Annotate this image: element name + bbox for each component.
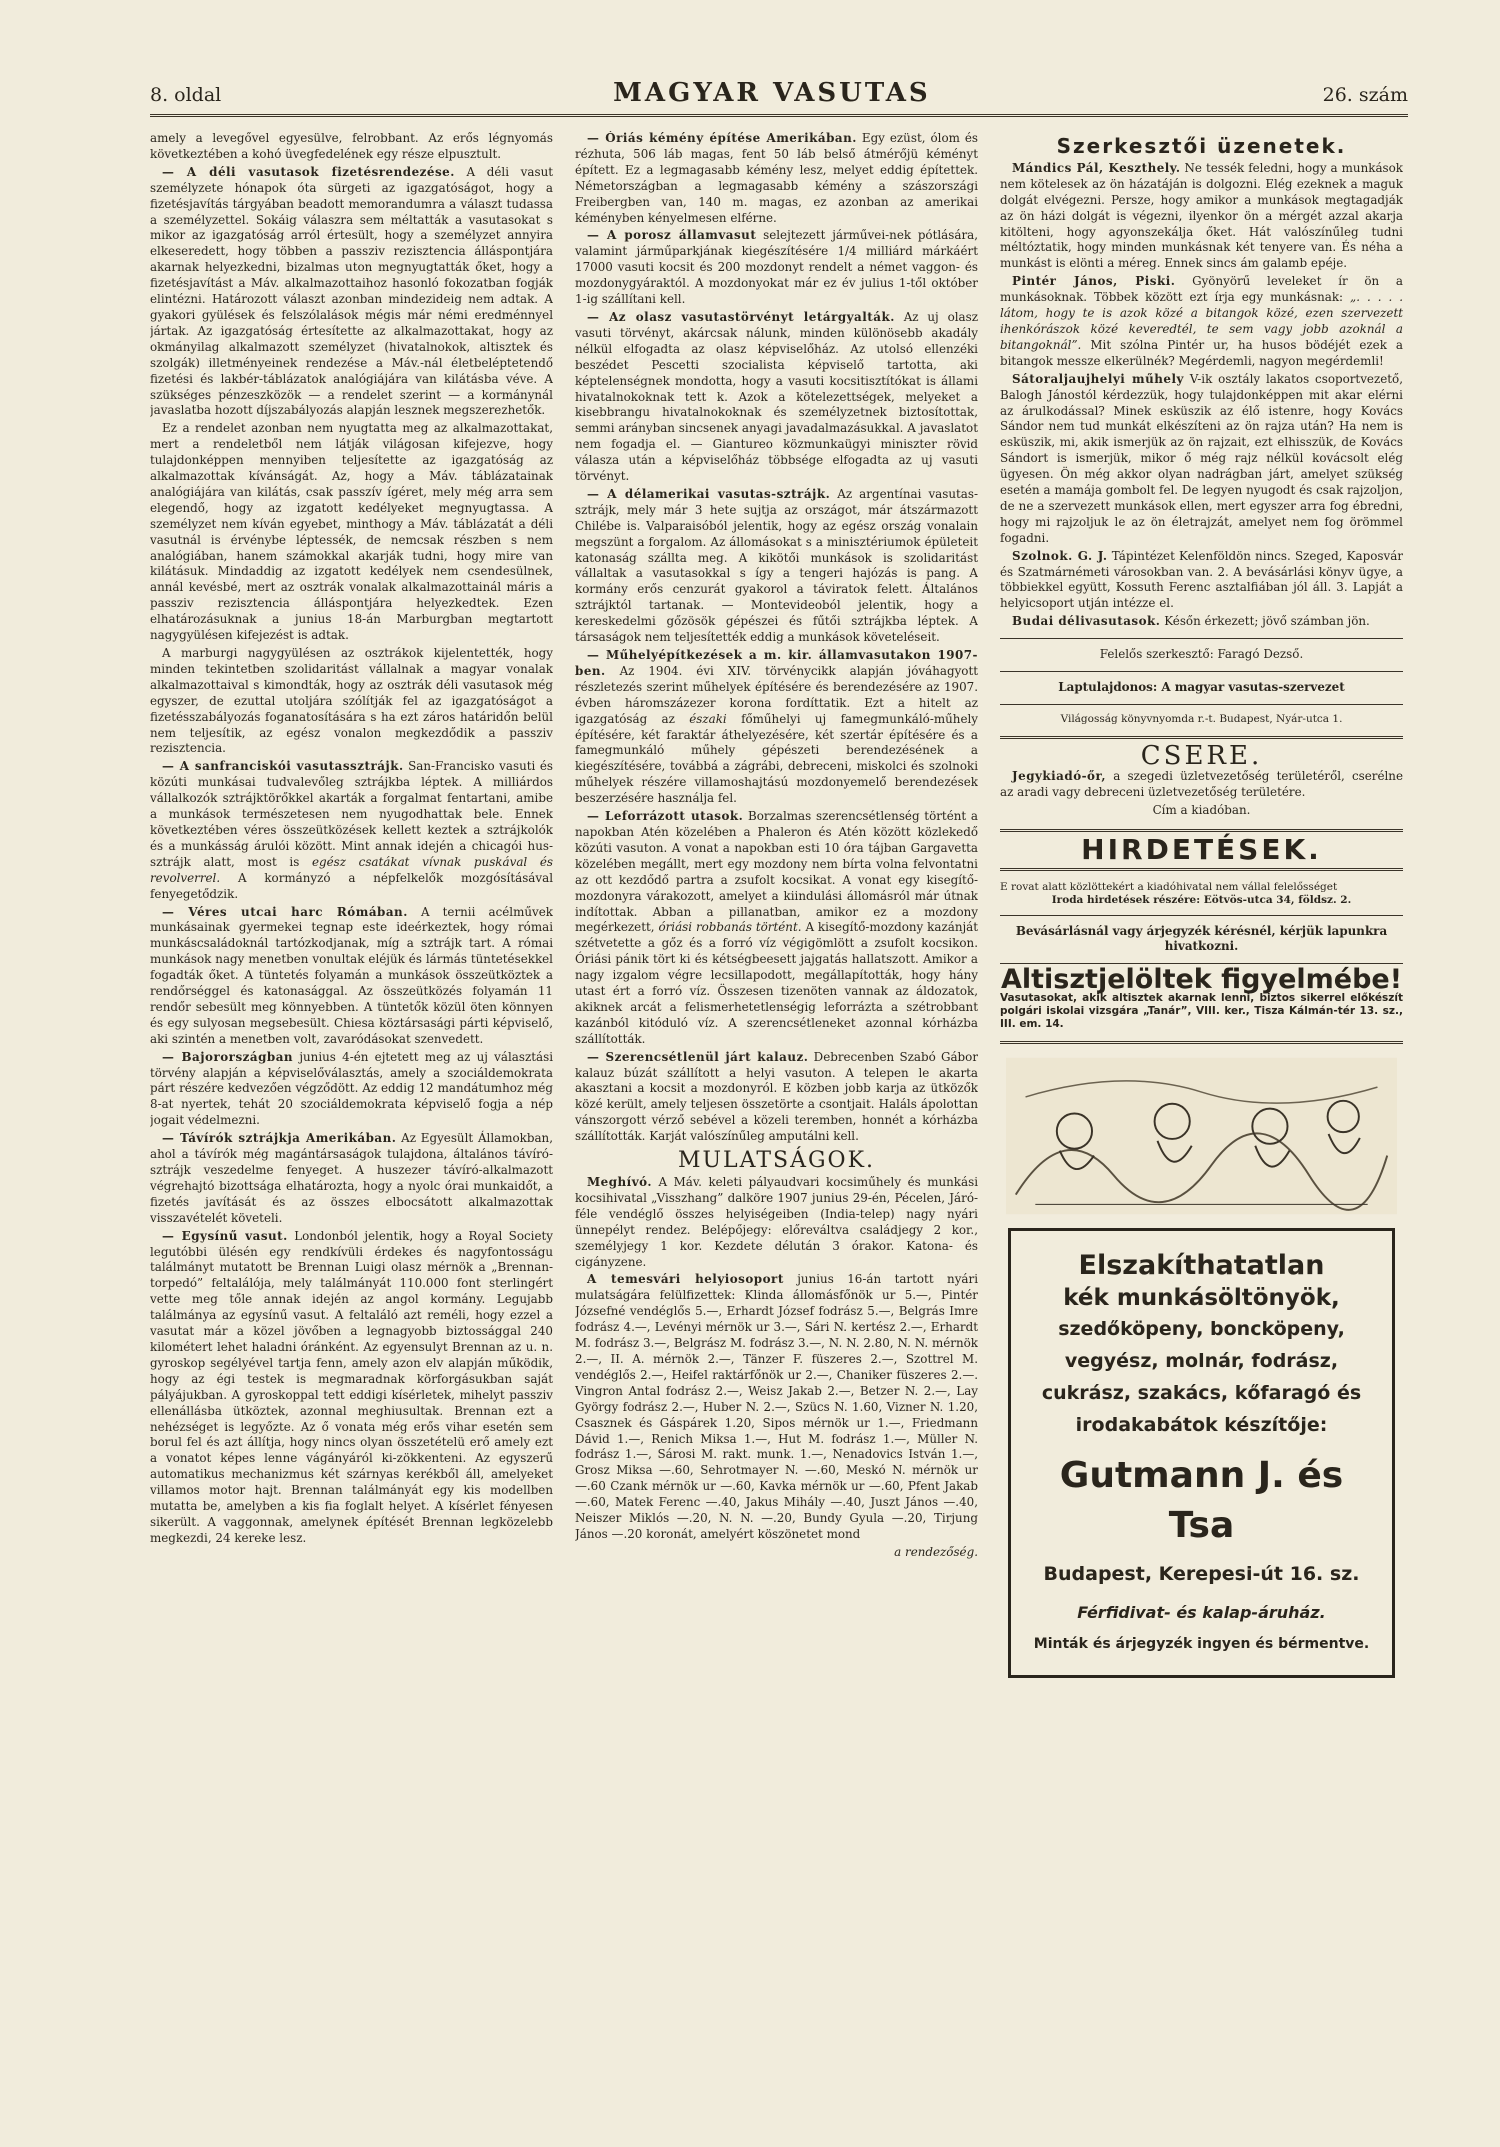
section-title-hirdetesek: HIRDETÉSEK. — [1081, 832, 1322, 866]
article-sanfrancisco — [150, 759, 553, 902]
article-text: A kisegítő-mozdony kazánját szétvetette a gőz és a forró víz végigömlött a zsufolt kocsikon. Óriási pánik tört ki és kétségbeesett jajgatás hallatszott. Amikor a nagy izgalom végre lecsillapodott, megállapították, hogy hány utast ért a forró víz. Összesen tizenöten vannak az áldozatok, akiknek arcát a felismerhetetlenségig leforrázta a szétrobbant kazánból kitóduló víz. A szerencsétleneket azonnal kórházba szállították. — [575, 920, 978, 1046]
article-bajororszag — [150, 1050, 553, 1130]
article-kalauz — [575, 1050, 978, 1145]
article-muhely — [575, 648, 978, 807]
ad-altiszt-title: Altisztjelöltek figyelmébe! — [1000, 964, 1403, 996]
article-continuation: amely a levegővel egyesülve, felrobbant. Az erős légnyomás következtében a kohó üvegfedelének egy része elpusztult. — [150, 131, 553, 161]
ad-gutmann-shop: Férfidivat- és kalap-áruház. — [1077, 1603, 1326, 1623]
article-headline: — A sanfranciskói vasutassztrájk. — [162, 759, 404, 774]
article-text: V-ik osztály lakatos csoportvezető, Balogh Jánostól kérdezzük, hogy tulajdonképpen mit akar elérni az árulkodással? Minek esküszik az élő istenre, hogy Kovács Sándor nem tud munkát elkészíteni az ön rajza után? Ha nem is esküszik, mi, akik ismerjük az ön rajzait, ezt elhisszük, de Kovács Sándort is ismerjük, mikor ő még rajz nélkül kovácsolt elég ügyesen. Ön még akkor olyan nadrágban járt, amelyet szükség esetén a mamája gombolt fel. De legyen nyugodt és csak rajzoljon, de ne a szervezett munkások ellen, mert egyszer arra fog ébredni, hogy mi rajzoljuk le az ön életrajzát, amelyet nem fog örömmel fogadni. — [1000, 371, 1403, 545]
divider — [1000, 704, 1403, 705]
column-3 — [1000, 131, 1403, 2131]
hirdetes-kerjuk: Bevásárlásnál vagy árjegyzék kérésnél, kérjük lapunkra hivatkozni. — [1015, 923, 1388, 954]
article-italic: „. . . . . látom, hogy te is azok közé a bitangok közé, ezen szervezett ihenkórászok közé keveredtél, te sem vagy jobb azoknál a bitangoknál”. — [1000, 290, 1403, 352]
article-leforrazott — [575, 809, 978, 1048]
article-headline: — Távírók sztrájkja Amerikában. — [162, 1131, 397, 1146]
article-text: selejtezett járművei-nek pótlására, valamint járműparkjának kiegészítésére 1/4 milliárd márkáért 17000 vasuti kocsit és 200 mozdonyt rendelt a német vaggon- és mozdonygyáraktól. A mozdonyokat már ez év julius 1-től október 1-ig szállítani kell. — [575, 228, 978, 307]
article-text: Ne tessék feledni, hogy a munkások nem kötelesek az ön házatáján is dolgozni. Elég ezeknek a maguk dolgát elvégezni. Persze, hogy amikor a munkások megtagadják az ön házi dolgát is végezni, ilyenkor ön a mérgét azzal akarja kitölteni, hogy agyonszekálja őket. Hát valószínűleg tudni méltóztatik, hogy minden munkásnak két tenyere van. És néha a munkást is elönti a méreg. Ennek sincs ám galamb epéje. — [1000, 160, 1403, 271]
hirdetes-disclaimer: E rovat alatt közlöttekért a kiadóhivatal nem vállal felelősséget — [1000, 880, 1338, 893]
article-headline: Meghívó. — [587, 1175, 652, 1189]
article-text: Egy ezüst, ólom és rézhuta, 506 láb magas, fent 50 láb belső átmérőjü kéményt épített. Ez a legmagasabb kémény lesz, melyet eddig építettek. Németországban a legmagasabb kémény a szászországi Freibergben van, 140 m. magas, ez azonban az amerikai kéményben kényelmesen elférne. — [575, 131, 978, 225]
cherubs-illustration-icon — [1006, 1056, 1397, 1216]
article-italic: északi — [689, 711, 727, 726]
ad-gutmann-products: szedőköpeny, boncköpeny, vegyész, molnár, fodrász, cukrász, szakács, kőfaragó és irodakabátok készítője: — [1041, 1318, 1362, 1437]
mulatsag-meghivo — [575, 1175, 978, 1270]
mulatsag-temesvar — [575, 1272, 978, 1542]
article-tavirok — [150, 1131, 553, 1226]
issue-number: 26. szám — [1322, 84, 1408, 106]
article-headline: A temesvári helyiosoport — [587, 1272, 784, 1287]
article-text: Az argentínai vasutas-sztrájk, mely már 3 hete sujtja az országot, már átszármazott Chilébe is. Valparaisóból jelentik, hogy az egész ország vonalain megszünt a forgalom. Az állomásokat s a minisztériumok épületeit katonaság szállta meg. A kikötői munkások is szolidaritást vállaltak a vasutasokkal s így a tengeri hajózás is pang. A kormány erős cenzurát gyakorol a táviratok felett. Általános sztrájktól tartanak. — Montevideoból jelentik, hogy a kereskedelmi gőzösök gépészei és fűtői sztrájkba léptek. A társaságok nem teljesítették eddig a munkások követeléseit. — [575, 486, 978, 645]
article-text: San-Francisko vasuti és közúti munkásai tudvalevőleg sztrájkba léptek. A milliárdos vállalkozók sztrájktörőkkel akarták a forgalmat fentartani, amibe a munkások természetesen nem nyugodhattak bele. Ennek következtében véres összeütközések kellett keztek a sztrájkolók és a munkásság árulói között. Mint annak idején a chicagói hus-sztrájk alatt, most is — [150, 759, 553, 869]
article-roma — [150, 905, 553, 1048]
article-porosz — [575, 228, 978, 308]
article-paragraph: Ez a rendelet azonban nem nyugtatta meg az alkalmazottakat, mert a rendeletből nem látják világosan kifejezve, hogy tulajdonképpen mennyiben teljesítette az igazgatóság az alkalmazottak kívánságát. Az, hogy a Máv. táblázatainak analógiájára van kilátás, csak passzív ígéret, mely még arra sem elegendő, hogy az izgatott kedélyeket megnyugtassa. A személyzet nem kíván egyebet, minthogy a Máv. táblázatát a déli vasutnál is érvénybe léptessék, de nemcsak részben s nem analógiában, hanem számokkal akarják tudni, hogy mire van kilátásuk. Mindaddig az izgatott kedélyek nem csendesülnek, annál kevésbé, mert az osztrák vonalak alkalmazottainál máris a passziv rezisztencia álláspontjára helyezkedtek. Ezen elhatározásuknak a junius 18-án Marburgban megtartott nagygyülésen kifejezést is adtak. — [150, 421, 553, 643]
article-text: Későn érkezett; jövő számban jön. — [1164, 614, 1370, 629]
article-text: junius 4-én ejtetett meg az uj választási törvény alapján a képviselőválasztás, amely a szociáldemokrata párt részére kedvezően végződött. Az eddig 12 mandátumhoz még 8-at nyertek, tehát 20 szociáldemokrata képviselő fogja a nép jogait védelmezni. — [150, 1049, 553, 1128]
article-text: Borzalmas szerencsétlenség történt a napokban Atén közelében a Phaleron és Atén között közlekedő közúti vasuton. A vonat a napokban esti 10 óra tájban Gargavetta közelében megállt, mert egy mozdony nem bírta volna felvontatni az ott kezdődő partra a zsufolt kocsikat. A vonat egy kisegítő-mozdonyra várakozott, amelyet a kiindulási állomásról már útnak indítottak. Abban a pillanatban, amikor ez a mozdony megérkezett, — [575, 809, 978, 935]
article-olasz — [575, 310, 978, 485]
column-2 — [575, 131, 978, 2131]
ad-gutmann-footer: Minták és árjegyzék ingyen és bérmentve. — [1033, 1636, 1370, 1653]
article-text: Az 1904. évi XIV. törvénycikk alapján jóváhagyott részletezés szerint műhelyek építésére és berendezésére az 1907. évben háromszázezer korona fordíttatik. Ezt a hitelt az igazgatóság az — [575, 663, 978, 726]
article-headline: — A déli vasutasok fizetésrendezése. — [162, 164, 455, 179]
article-headline: — Óriás kémény építése Amerikában. — [587, 131, 857, 145]
divider — [1000, 1041, 1403, 1044]
article-text: A déli vasut személyzete hónapok óta sürgeti az igazgatóságot, hogy a fizetésjavítás tárgyában beadott memorandumra a választ tudassa a személyzettel. Sokáig válaszra sem méltatták a vasutasokat s mikor az igazgatóság arról értesült, hogy a személyzet annyira elkeseredett, hogy többen a passziv rezisztencia álláspontjára akarnak helyezkedni, bizalmas uton megnyugtatták őket, hogy a fizetésjavítást a Máv. alkalmazottaihoz hasonló fokozatban fogják elintézni. Határozott választ azonban mindezideig nem adtak. A gyakori gyülések és felszólalások mégis már némi eredménnyel jártak. Az igazgatóság értesítette az alkalmazottakat, hogy az okmányilag alkalmazott személyzet (hivatalnokok, altisztek és szolgák) illetményeinek rendezése a Máv.-nál életbeléptetendő fizetési és lakbér-táblázatok analógiájára van kilátásba véve. A szükséges pénzeszközök — a rendelet szerint — a kormánynál javaslatba hozott díjszabályozás alapján lesznek megszerezhetők. — [150, 164, 553, 418]
article-italic: óriási robbanás történt. — [658, 920, 802, 935]
columns — [150, 131, 1408, 2131]
article-text: főműhelyi uj famegmunkáló-műhely építésére, két faraktár áthelyezésére, két szertár építésére és a famegmunkáló műhely gépészeti berendezésének a kiegészítésére, továbbá a zágrábi, debreceni, miskolci és szolnoki műhelyek részére villamoshajtású mozdonyemelő berendezések beszerzésére használja fel. — [575, 711, 978, 806]
article-text: Tápintézet Kelenföldön nincs. Szeged, Kaposvár és Szatmárnémeti városokban van. 2. A bevásárlási könyv ügye, a többiekkel együtt, Kossuth Ferenc asztalfiában jól áll. 3. Lapját a helyicsoport utján intézze el. — [1000, 548, 1403, 611]
article-italic: egész csatákat vívnak puskával és revolverrel. — [150, 854, 553, 885]
article-headline: Sátoraljaujhelyi műhely — [1012, 371, 1184, 386]
article-text: A kormányzó a népfelkelők mozgósításával fenyegetődzik. — [150, 870, 553, 901]
section-title-csere: CSERE. — [1140, 741, 1263, 771]
article-headline: Mándics Pál, Keszthely. — [1012, 160, 1181, 175]
editor-line: Felelős szerkesztő: Faragó Dezső. — [1099, 647, 1304, 662]
uzenet-budai — [1000, 614, 1403, 630]
uzenet-satoraljaujhely — [1000, 372, 1403, 547]
uzenet-szolnok — [1000, 549, 1403, 613]
ad-gutmann-subtitle: kék munkásöltönyök, — [1063, 1285, 1340, 1312]
article-headline: Szolnok. G. J. — [1012, 548, 1108, 563]
csere-ad — [1000, 769, 1403, 801]
article-headline: — Műhelyépítkezések a m. kir. államvasutakon 1907-ben. — [575, 648, 978, 678]
article-text: junius 16-án tartott nyári mulatságára felülfizettek: Klinda állomásfőnök ur 5.—, Pintér Józsefné vendéglős 5.—, Erhardt József fodrász 5.—, Belgrás Imre fodrász 4.—, Levényi mérnök ur 3.—, Sári N. kertész 2.—, Erhardt M. fodrász 3.—, Belgrász M. fodrász 3.—, N. N. 2.80, N. N. mérnök 2.—, II. A. mérnök 2.—, Tänzer F. füszeres 2.—, Szottrel M. vendéglős 2.—, Heifel raktárfőnök ur 2.—, Chaniker füszeres 2.—. Vingron Antal fodrász 2.—, Weisz Jakab 2.—, Betzer N. 2.—, Lay György fodrász 2.—, Huber N. 2.—, Szücs N. 1.60, Vizner N. 1.20, Csasznek és Gáspárek 1.20, Sipos mérnök ur 1.—, Friedmann Dávid 1.—, Renich Miksa 1.—, Hut M. fodrász 1.—, Müller N. fodrász 1.—, Sárosi M. rakt. munk. 1.—, Nenadovics István 1.—, Grosz Miksa —.60, Sehrotmayer N. —.60, Meskó N. mérnök ur —.60 Czank mérnök ur —.60, Kavka mérnök ur —.60, Pfent Jakab —.60, Matek Ferenc —.40, Jakus Mihály —.40, Juszt János —.40, Neiszer Miklós —.20, N. N. —.20, Bundy Gyula —.20, Tirjung János —.20 koronát, amelyért köszönetet mond — [575, 1272, 978, 1541]
divider — [1000, 829, 1403, 832]
article-text: Debrecenben Szabó Gábor kalauz búzát szállított a helyi vasuton. A telepen le akarta akasztani a kocsit a mozdonyról. E közben jobb karja az ütközők közé került, amely teljesen összetörte a csontjait. Haláls ápolottan vánszorgott vérző sebével a közeli teremben, honnét a kórházba szállították. Karját valószínűleg amputálni kell. — [575, 1049, 978, 1144]
printer-line: Világosság könyvnyomda r.-t. Budapest, Nyár-utca 1. — [1060, 713, 1343, 725]
article-text: a szegedi üzletvezetőség területéről, cserélne az aradi vagy debreceni üzletvezetőség területére. — [1000, 768, 1403, 799]
divider — [1000, 671, 1403, 672]
section-title-mulatsagok: MULATSÁGOK. — [677, 1148, 876, 1174]
page-number: 8. oldal — [150, 84, 222, 106]
page-header — [150, 78, 1408, 117]
csere-address: Cím a kiadóban. — [1152, 802, 1251, 817]
article-deli-vasutasok — [150, 165, 553, 420]
hirdetes-iroda: Iroda hirdetések részére: Eötvös-utca 34, földsz. 2. — [1051, 893, 1352, 906]
ad-gutmann — [1008, 1228, 1395, 1678]
publisher-line: Laptulajdonos: A magyar vasutas-szervezet — [1058, 680, 1345, 695]
divider — [1000, 915, 1403, 916]
article-text: A ternii acélművek munkásainak gyermekei tegnap este ideérkeztek, hogy római munkáscsaládoknál tartózkodjanak, míg a sztrájk tart. A római munkások nagy menetben vonultak eléjük és lármás tüntetésekkel fogadták őket. A tüntetés folyamán a munkások összeütköztek a rendőrséggel és katonasággal. Az összeütközés folyamán 11 rendőr sebesült meg könnyebben. A tüntetők közül öten könnyen és egy sulyosan megsebesült. Chiesa köztársasági párti képviselő, aki szintén a menetben volt, zavaródásokat szenvedett. — [150, 904, 553, 1046]
article-headline: Pintér János, Piski. — [1012, 274, 1176, 289]
article-delamerikai — [575, 487, 978, 646]
article-text: Az uj olasz vasuti törvényt, akárcsak nálunk, minden különösebb akadály nélkül elfogadta az olasz képviselőház. Az utolsó ellenzéki beszédet Pescetti szocialista képviselő tartotta, aki képtelenségnek mondotta, hogy a vasuti kocsitisztítókat is állami hivatalnokoknak tett k. Azok a kötelezettségek, melyeket a kisebbrangu hivatalnokoknak és személyzetnek biztosítottak, semmi arányban sincsenek anyagi javadalmazásukkal. A javaslatot nem fogadja el. — Giantureo közmunkaügyi miniszter rövid válasza után a képviselőház többsége elfogadta az uj vasuti törvényt. — [575, 309, 978, 484]
signature: a rendezőség. — [894, 1544, 978, 1559]
article-kemeny — [575, 131, 978, 226]
article-headline: — Szerencsétlenül járt kalauz. — [587, 1049, 809, 1064]
article-text: A Máv. keleti pályaudvari kocsiműhely és munkási kocsihivatal „Visszhang” dalköre 1907 junius 29-én, Pécelen, Járó-féle vendéglő összes helyiségeiben (India-telep) nagy nyári ünnepélyt rendez. Belépőjegy: előreváltva családjegy 2 kor., személyjegy 1 kor. Kezdete délután 3 órakor. Katona- és cigányzene. — [575, 1175, 978, 1269]
column-1 — [150, 131, 553, 2131]
article-text: Londonból jelentik, hogy a Royal Society legutóbbi ülésén egy rendkívüli érdekes és nagyfontosságu találmányt mutatott be Brennan Luigi olasz mérnök a „Brennan-torpedó” feltalálója, mely találmányát 110.000 font sterlingért vette meg tőle annak idején az angol kormány. Legujabb találmánya az egysínű vasut. A feltaláló azt reméli, hogy ezzel a vasutat már a közel jövőben a legnagyobb biztossággal 240 kilométert lehet haladni óránként. Az egyensulyt Brennan az u. n. gyroskop segélyével tartja fenn, amely azon elv alapján működik, hogy az égi testek is megmaradnak körforgásukban saját pályájukban. A gyroskoppal tett eddigi kísérletek, mihelyt passziv ellenállásba ütköztek, azonnal meghiusultak. Brennan ezt a nehézséget is legyőzte. Az ő vonata még erős vihar esetén sem borul fel és azt állítja, hogy nincs olyan összetételü erő amely ezt a vonatot képes lenne vágányáról ki-zökkenteni. Az egyszerű automatikus mechanizmus két szárnyas kerékből áll, amelyeket villamos motor hajt. Brennan találmányát egy kis modellben mutatta be, amelyben a kis fia foglalt helyet. A kísérlet fényesen sikerült. A vaggonnak, amelynek építését Brennan legközelebb megkezdi, 24 kereke lesz. — [150, 1228, 553, 1545]
article-headline: Budai délivasutasok. — [1012, 614, 1161, 629]
article-headline: — Véres utcai harc Rómában. — [162, 904, 408, 919]
article-headline: Jegykiadó-őr, — [1012, 768, 1107, 783]
article-text: Gyönyörű leveleket ír ön a munkásoknak. Többek között ezt írja egy munkásnak: — [1000, 274, 1403, 305]
article-headline: — Leforrázott utasok. — [587, 809, 744, 824]
article-headline: — Bajorországban — [162, 1049, 294, 1064]
ad-gutmann-headline: Elszakíthatatlan — [1078, 1250, 1325, 1282]
article-headline: — A porosz államvasut — [587, 228, 757, 243]
masthead-title: MAGYAR VASUTAS — [613, 78, 931, 108]
article-egysinu-vasut — [150, 1229, 553, 1547]
ad-gutmann-company: Gutmann J. és Tsa — [1059, 1455, 1344, 1547]
uzenet-mandics — [1000, 161, 1403, 272]
ad-altiszt-text: Vasutasokat, akik altisztek akarnak lenni, biztos sikerrel előkészít polgári iskolai vizsgára „Tanár”, VIII. ker., Tisza Kálmán-tér 13. sz., III. em. 14. — [1000, 992, 1403, 1031]
divider — [1000, 638, 1403, 639]
article-text: Mit szólna Pintér ur, ha husos bödéjét ezek a bitangok messze elkerülnék? Megérdemli, nagyon megérdemli! — [1000, 337, 1403, 368]
article-text: Az Egyesült Államokban, ahol a távírók még magántársaságok tulajdona, általános távíró-sztrájk veszedelme fenyeget. A huszezer távíró-alkalmazott végrehajtó bizottsága elhatározta, hogy a nyolc órai munkaidőt, a fizetés javítását és az összes elbocsátott alkalmazottak visszavételét követeli. — [150, 1131, 553, 1225]
ad-gutmann-address: Budapest, Kerepesi-út 16. sz. — [1043, 1563, 1360, 1586]
divider — [1000, 868, 1403, 871]
section-title-szerkesztoi: Szerkesztői üzenetek. — [1056, 134, 1347, 158]
article-headline: — A délamerikai vasutas-sztrájk. — [587, 486, 831, 501]
article-headline: — Egysínű vasut. — [162, 1228, 288, 1243]
uzenet-pinter — [1000, 274, 1403, 369]
article-headline: — Az olasz vasutastörvényt letárgyalták. — [587, 309, 895, 324]
decorative-illustration — [1006, 1056, 1397, 1216]
divider — [1000, 736, 1403, 739]
article-paragraph: A marburgi nagygyülésen az osztrákok kijelentették, hogy minden tekintetben szolidaritást vállalnak a magyar vonalak alkalmazottaival s kimondták, hogy az osztrák déli vasutasok még egyszer, de ezuttal utoljára szólítják fel az igazgatóságot a fizetésszabályozás foganatosítására s ha ezt záros határidőn belül nem teljesítik, az egész vonalon megkezdődik a passziv rezisztencia. — [150, 646, 553, 756]
